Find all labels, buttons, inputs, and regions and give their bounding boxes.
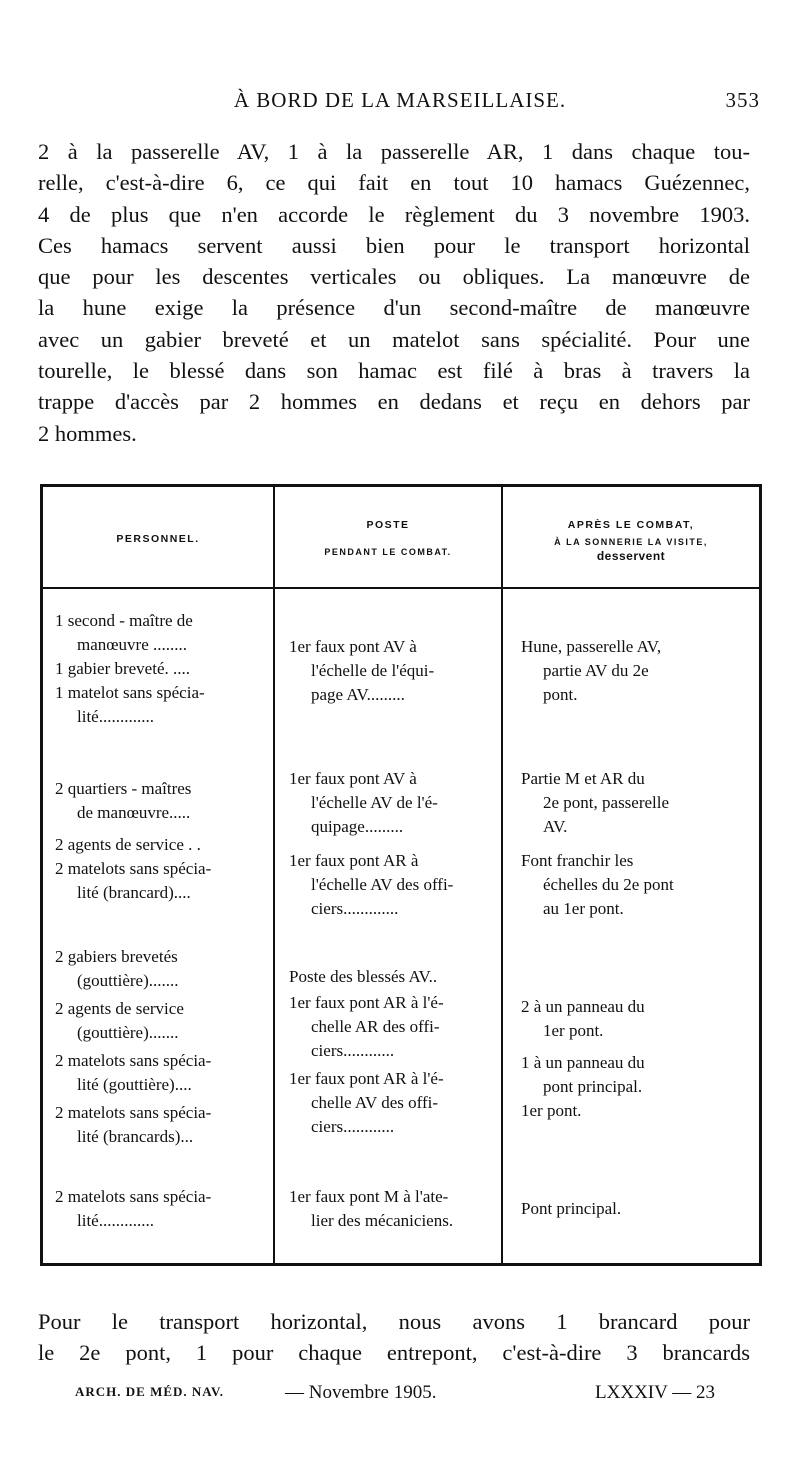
cell-line: 2 quartiers - maîtres [55,779,192,798]
table-row-1-apres [521,635,757,707]
cell-line: lité (brancards)... [77,1127,194,1146]
cell-line: AV. [543,817,568,836]
table-row-2-apres [521,767,757,921]
cell-line: 1 second - maître de [55,611,193,630]
text-line: le 2e pont, 1 pour chaque entrepont, c'est-à-dire 3 brancards [38,1340,750,1365]
table-row-4-personnel [55,1185,267,1233]
cell-line: Partie M et AR du [521,769,645,788]
cell-line: 1 à un panneau du [521,1053,645,1072]
cell-line: 1er faux pont AR à l'é- [289,993,444,1012]
cell-line: chelle AR des offi- [311,1017,440,1036]
cell-line: chelle AV des offi- [311,1093,439,1112]
header-personnel [43,533,273,545]
cell-line: Pont principal. [521,1199,622,1218]
table-row-3-apres [521,995,757,1123]
cell-line: page AV......... [311,685,405,704]
cell-line: Hune, passerelle AV, [521,637,662,656]
header-apres-note: desservent [596,549,666,563]
cell-line: ciers............ [311,1041,395,1060]
cell-line: pont principal. [543,1077,643,1096]
cell-line: 2 agents de service [55,999,184,1018]
cell-line: de manœuvre..... [77,803,191,822]
table-row-4-apres [521,1197,757,1221]
text-line: la hune exige la présence d'un second-maître de manœuvre [38,295,750,321]
cell-line: Poste des blessés AV.. [289,967,438,986]
text-line: Pour le transport horizontal, nous avons 1 brancard pour [38,1309,750,1334]
header-rule [43,587,759,589]
header-apres [503,519,759,563]
cell-line: Font franchir les [521,851,634,870]
text-line: Ces hamacs servent aussi bien pour le transport horizontal [38,232,750,258]
cell-line: 1er pont. [543,1021,604,1040]
cell-line: (gouttière)....... [77,1023,179,1042]
cell-line: au 1er pont. [543,899,624,918]
page-footer [75,1382,715,1412]
table-row-4-poste [289,1185,495,1233]
cell-line: 1er faux pont M à l'ate- [289,1187,449,1206]
header-personnel-label: PERSONNEL. [116,533,200,545]
cell-line: 2 matelots sans spécia- [55,1187,212,1206]
cell-line: 1 matelot sans spécia- [55,683,205,702]
cell-line: 1er faux pont AV à [289,637,417,656]
cell-line: 1er faux pont AR à [289,851,419,870]
column-divider [501,487,503,1263]
header-poste [275,519,501,557]
page-number: 353 [725,88,760,112]
text-line: trappe d'accès par 2 hommes en dedans et reçu en dehors par [38,389,750,415]
cell-line: manœuvre ........ [77,635,188,654]
signature-mark: LXXXIV — 23 [595,1382,715,1403]
cell-line: quipage......... [311,817,404,836]
text-line: 4 de plus que n'en accorde le règlement du 3 novembre 1903. [38,201,750,227]
text-line: avec un gabier breveté et un matelot sans spécialité. Pour une [38,326,750,352]
cell-line: 1er faux pont AR à l'é- [289,1069,444,1088]
text-line: 2 hommes. [38,420,137,446]
header-apres-label: APRÈS LE COMBAT, [567,519,695,531]
issue-date: — Novembre 1905. [285,1382,437,1403]
journal-name: ARCH. DE MÉD. NAV. [75,1384,224,1399]
cell-line: 2 matelots sans spécia- [55,859,212,878]
header-poste-sublabel: PENDANT LE COMBAT. [324,547,452,557]
cell-line: partie AV du 2e [543,661,649,680]
cell-line: lier des mécaniciens. [311,1211,454,1230]
cell-line: 2 matelots sans spécia- [55,1103,212,1122]
text-line: relle, c'est-à-dire 6, ce qui fait en tout 10 hamacs Guézennec, [38,170,750,196]
cell-line: 1 gabier breveté. .... [55,659,190,678]
table-row-1-personnel [55,609,267,729]
text-line: que pour les descentes verticales ou obliques. La manœuvre de [38,264,750,290]
cell-line: lité............. [77,1211,154,1230]
table-row-2-personnel [55,777,267,905]
running-title: À BORD DE LA MARSEILLAISE. [233,88,567,112]
cell-line: pont. [543,685,578,704]
text-line: 2 à la passerelle AV, 1 à la passerelle AR, 1 dans chaque tou- [38,139,750,164]
cell-line: 2 matelots sans spécia- [55,1051,212,1070]
cell-line: 2 à un panneau du [521,997,645,1016]
cell-line: 1er faux pont AV à [289,769,417,788]
header-poste-label: POSTE [366,519,410,531]
cell-line: 2e pont, passerelle [543,793,670,812]
personnel-table [40,484,762,1266]
cell-line: lité............. [77,707,154,726]
column-divider [273,487,275,1263]
cell-line: 1er pont. [521,1101,582,1120]
closing-paragraph [38,1306,750,1368]
header-apres-sublabel: À LA SONNERIE LA VISITE, [554,537,708,547]
cell-line: ciers............ [311,1117,395,1136]
table-row-3-personnel [55,945,267,1149]
table-row-1-poste [289,635,495,707]
cell-line: (gouttière)....... [77,971,179,990]
cell-line: 2 agents de service . . [55,835,201,854]
table-row-2-poste [289,767,495,921]
cell-line: l'échelle AV des offi- [311,875,454,894]
intro-paragraph [38,136,750,449]
cell-line: échelles du 2e pont [543,875,674,894]
cell-line: l'échelle AV de l'é- [311,793,438,812]
running-header [40,88,760,118]
text-line: tourelle, le blessé dans son hamac est filé à bras à travers la [38,358,750,384]
cell-line: l'échelle de l'équi- [311,661,435,680]
cell-line: lité (brancard).... [77,883,191,902]
cell-line: lité (gouttière).... [77,1075,192,1094]
table-row-3-poste [289,965,495,1139]
cell-line: ciers............. [311,899,399,918]
cell-line: 2 gabiers brevetés [55,947,178,966]
